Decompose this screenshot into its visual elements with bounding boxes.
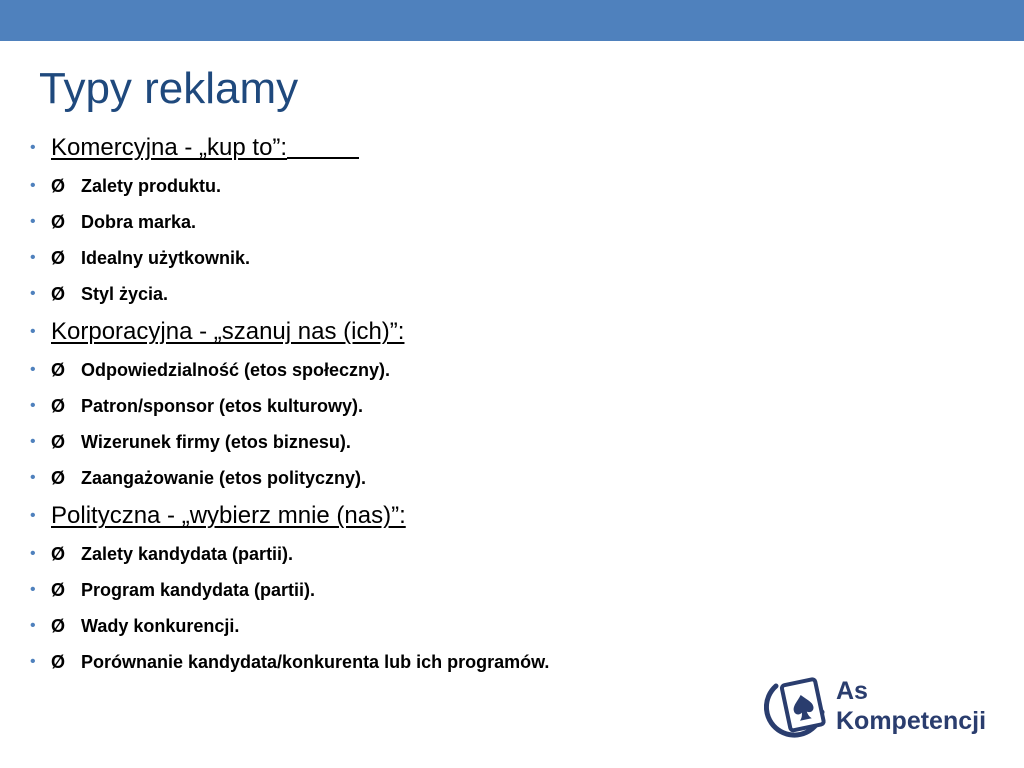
arrow-bullet-icon: Ø: [51, 544, 66, 564]
list-item: [30, 536, 750, 572]
list-item-text: Zaangażowanie (etos polityczny).: [81, 468, 367, 488]
bullet-icon: •: [30, 361, 36, 378]
list-item: [30, 644, 750, 680]
bullet-icon: •: [30, 469, 36, 486]
list-item: [30, 276, 750, 312]
list-item: [30, 424, 750, 460]
list-item: [30, 460, 750, 496]
list-item-text: Patron/sponsor (etos kulturowy).: [81, 396, 364, 416]
arrow-bullet-icon: Ø: [51, 396, 66, 416]
arrow-bullet-icon: Ø: [51, 468, 66, 488]
bullet-icon: •: [30, 139, 36, 156]
list-item-text: Zalety kandydata (partii).: [81, 544, 294, 564]
section-heading-komercyjna: [30, 128, 750, 168]
bullet-icon: •: [30, 653, 36, 670]
bullet-icon: •: [30, 433, 36, 450]
arrow-bullet-icon: Ø: [51, 616, 66, 636]
bullet-icon: •: [30, 581, 36, 598]
arrow-bullet-icon: Ø: [51, 248, 66, 268]
slide-title: Typy reklamy: [39, 64, 299, 113]
list-item-text: Styl życia.: [81, 284, 169, 304]
section-heading-text: Komercyjna - „kup to”:: [51, 134, 288, 161]
bullet-icon: •: [30, 285, 36, 302]
logo-text-line2: Kompetencji: [836, 707, 987, 735]
bullet-icon: •: [30, 213, 36, 230]
list-item: [30, 204, 750, 240]
bullet-icon: •: [30, 177, 36, 194]
heading-trailing-underline: [287, 157, 359, 159]
list-item: [30, 388, 750, 424]
arrow-bullet-icon: Ø: [51, 212, 66, 232]
arrow-bullet-icon: Ø: [51, 580, 66, 600]
list-item-text: Wizerunek firmy (etos biznesu).: [81, 432, 351, 452]
list-item-text: Dobra marka.: [81, 212, 197, 232]
logo-text-line1: As: [836, 677, 868, 705]
arrow-bullet-icon: Ø: [51, 432, 66, 452]
arrow-bullet-icon: Ø: [51, 176, 66, 196]
arrow-bullet-icon: Ø: [51, 652, 66, 672]
list-item-text: Porównanie kandydata/konkurenta lub ich programów.: [81, 652, 550, 672]
top-accent-bar: [0, 0, 1024, 41]
section-heading-korporacyjna: [30, 312, 750, 352]
list-item: [30, 608, 750, 644]
arrow-bullet-icon: Ø: [51, 284, 66, 304]
bullet-icon: •: [30, 507, 36, 524]
section-heading-text: Korporacyjna - „szanuj nas (ich)”:: [51, 318, 405, 345]
section-heading-text: Polityczna - „wybierz mnie (nas)”:: [51, 502, 406, 529]
card-spade-logo-icon: [764, 668, 830, 746]
list-item: [30, 240, 750, 276]
list-item-text: Idealny użytkownik.: [81, 248, 251, 268]
section-heading-polityczna: [30, 496, 750, 536]
bullet-list: [30, 128, 750, 680]
bullet-icon: •: [30, 617, 36, 634]
list-item-text: Program kandydata (partii).: [81, 580, 316, 600]
list-item-text: Zalety produktu.: [81, 176, 222, 196]
as-kompetencji-logo: [764, 668, 996, 748]
list-item: [30, 572, 750, 608]
list-item-text: Wady konkurencji.: [81, 616, 240, 636]
bullet-icon: •: [30, 397, 36, 414]
list-item: [30, 168, 750, 204]
bullet-icon: •: [30, 323, 36, 340]
list-item-text: Odpowiedzialność (etos społeczny).: [81, 360, 391, 380]
bullet-icon: •: [30, 545, 36, 562]
bullet-icon: •: [30, 249, 36, 266]
arrow-bullet-icon: Ø: [51, 360, 66, 380]
list-item: [30, 352, 750, 388]
